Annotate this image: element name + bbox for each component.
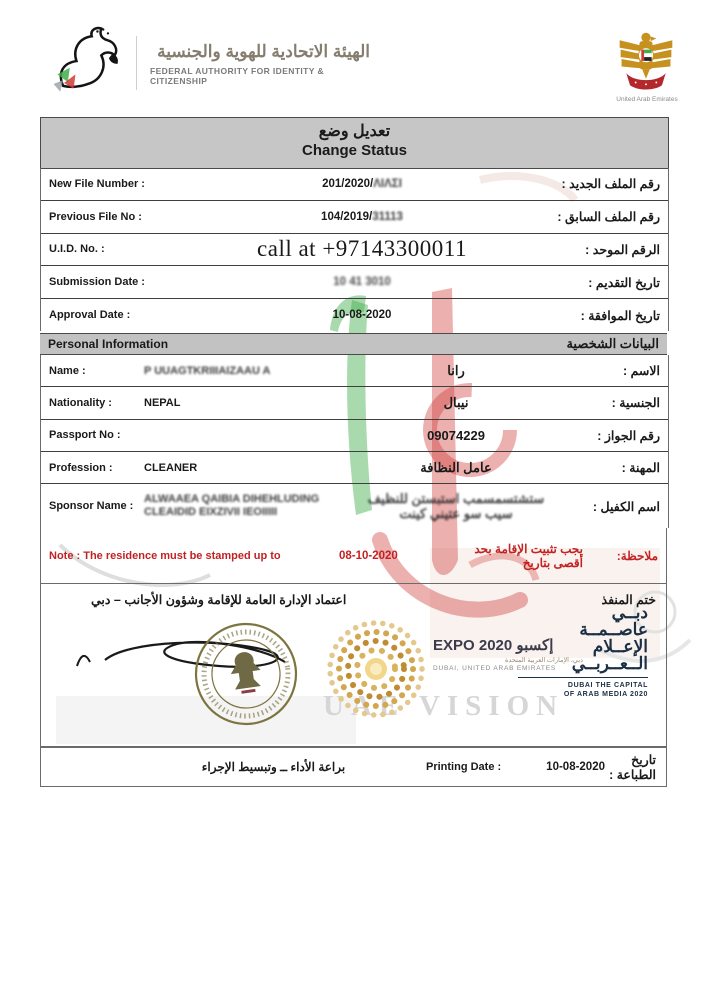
uae-emblem-icon xyxy=(614,28,678,90)
row-approval-date xyxy=(41,299,668,331)
sponsor-value-ar-line2: سيب سو عتيني كينت xyxy=(399,506,513,522)
nationality-label-en: Nationality : xyxy=(49,396,112,409)
previous-file-label-ar: رقم الملف السابق : xyxy=(557,210,660,225)
passport-label-en: Passport No : xyxy=(49,429,121,442)
sponsor-value-line2: CLEAIDID EIXZIVII IEOIIIII xyxy=(144,506,278,519)
name-label-en: Name : xyxy=(49,364,86,377)
submission-date-label-ar: تاريخ التقديم : xyxy=(588,275,660,290)
emblem-caption: United Arab Emirates xyxy=(616,96,678,103)
stamp-approval-text: اعتماد الإدارة العامة للإقامة وشؤون الأجانب – دبي xyxy=(91,593,347,607)
profession-label-ar: المهنة : xyxy=(621,461,660,476)
passport-label-ar: رقم الجواز : xyxy=(597,428,660,443)
authority-title-block xyxy=(150,42,370,86)
uid-label-en: U.I.D. No. : xyxy=(49,243,105,256)
printing-date-value: 10-08-2020 xyxy=(546,761,605,773)
new-file-label-ar: رقم الملف الجديد : xyxy=(561,177,660,192)
sponsor-label-ar: اسم الكفيل : xyxy=(592,499,660,514)
note-label-ar: ملاحظة: xyxy=(616,548,658,563)
media-logo-ar-line3: الإعــلام xyxy=(592,637,648,656)
name-value-ar: رانا xyxy=(447,362,465,378)
submission-date-redacted: 10 41 3010 xyxy=(333,276,391,289)
media-logo-ar-line4: الــعــربــي xyxy=(571,654,648,673)
media-logo-ar-line2: عاصــمــة xyxy=(579,620,648,639)
row-uid-no xyxy=(41,234,668,267)
row-sponsor xyxy=(41,484,668,528)
row-nationality xyxy=(41,387,668,419)
note-date: 08-10-2020 xyxy=(339,549,398,562)
falcon-logo-icon xyxy=(44,24,128,100)
sponsor-label-en: Sponsor Name : xyxy=(49,500,134,513)
name-label-ar: الاسم : xyxy=(622,364,660,379)
uid-value xyxy=(214,236,510,262)
approval-date-label-en: Approval Date : xyxy=(49,309,131,322)
note-row xyxy=(40,528,667,584)
printing-date-label-ar: تاريخ الطباعة : xyxy=(609,753,656,782)
sponsor-value-en xyxy=(144,493,362,519)
nationality-value-en: NEPAL xyxy=(144,396,181,409)
profession-label-en: Profession : xyxy=(49,461,113,474)
document-title-english: Change Status xyxy=(301,142,407,159)
sponsor-value-ar-line1: ستشتسمسمب استبستن للنظيف xyxy=(367,490,545,506)
authority-name-arabic: الهيئة الاتحادية للهوية والجنسية xyxy=(157,42,370,61)
nationality-label-ar: الجنسية : xyxy=(611,396,660,411)
media-logo-ar-line1: دبــي xyxy=(611,603,648,622)
note-text-en: Note : The residence must be stamped up to xyxy=(49,549,281,562)
approval-date-value: 10-08-2020 xyxy=(332,309,392,322)
submission-date-label-en: Submission Date : xyxy=(49,276,145,289)
passport-value: 09074229 xyxy=(427,427,485,443)
media-logo-en-line1: DUBAI THE CAPITAL xyxy=(567,682,648,689)
expo2020-subtitle-en: DUBAI, UNITED ARAB EMIRATES xyxy=(433,665,556,672)
approval-date-label-ar: تاريخ الموافقة : xyxy=(580,308,660,323)
footer-motto-ar: براعة الأداء ــ وتبسيط الإجراء xyxy=(201,760,346,774)
personal-info-header-ar: البيانات الشخصية xyxy=(566,336,659,351)
new-file-label-en: New File Number : xyxy=(49,177,145,190)
name-value-redacted: P UUAGTKRIIIAIZAAU A xyxy=(144,364,271,377)
profession-value-en: CLEANER xyxy=(144,461,198,474)
header-divider xyxy=(136,36,137,90)
file-fields-table xyxy=(40,168,669,331)
personal-info-header xyxy=(40,333,667,355)
previous-file-label-en: Previous File No : xyxy=(49,210,142,223)
expo2020-title: EXPO 2020 إكسبو xyxy=(433,637,554,654)
previous-file-value: 104/2019/31113 xyxy=(321,210,403,223)
uid-label-ar: الرقم الموحد : xyxy=(585,242,660,257)
new-file-value: 201/2020/ΛΙΛΣΙ xyxy=(322,177,402,190)
row-previous-file-no xyxy=(41,201,668,234)
footer-row xyxy=(40,747,667,787)
sponsor-value-ar xyxy=(362,491,550,522)
uae-emblem-block xyxy=(614,28,680,103)
phone-overlay-text: call at +97143300011 xyxy=(257,236,467,262)
nationality-value-ar: نيبال xyxy=(443,394,469,410)
stamp-section xyxy=(40,584,667,747)
note-text-ar: يجب تثبيت الإقامة بحد أقصى بتاريخ xyxy=(474,541,583,570)
personal-info-header-en: Personal Information xyxy=(48,337,169,351)
row-passport xyxy=(41,420,668,452)
personal-fields-table xyxy=(40,355,669,528)
previous-file-redacted: 31113 xyxy=(372,210,403,223)
official-round-stamp-icon xyxy=(189,614,304,734)
new-file-redacted: ΛΙΛΣΙ xyxy=(373,177,402,190)
document-title-bar xyxy=(40,117,669,169)
row-name xyxy=(41,355,668,387)
media-logo-divider xyxy=(518,677,648,678)
expo2020-ring-icon xyxy=(324,617,429,722)
uae-vision-watermark: UAE VISION xyxy=(323,690,565,722)
profession-value-ar: عامل النظافة xyxy=(420,459,492,475)
row-new-file-number xyxy=(41,168,668,201)
document-title-arabic: تعديل وضع xyxy=(318,123,391,140)
dubai-media-logo xyxy=(518,604,648,699)
media-logo-en-line2: OF ARAB MEDIA 2020 xyxy=(563,691,648,699)
row-profession xyxy=(41,452,668,484)
stamp-section-title: ختم المنفذ xyxy=(601,593,656,607)
sponsor-value-line1: ALWAAEA QAIBIA DIHEHLUDING xyxy=(144,492,320,505)
row-submission-date xyxy=(41,266,668,299)
expo2020-subtitle-ar: دبي، الإمارات العربية المتحدة xyxy=(505,657,583,664)
authority-name-english: FEDERAL AUTHORITY FOR IDENTITY & CITIZENSHIP xyxy=(150,66,324,86)
printing-date-label: Printing Date : xyxy=(426,761,502,773)
